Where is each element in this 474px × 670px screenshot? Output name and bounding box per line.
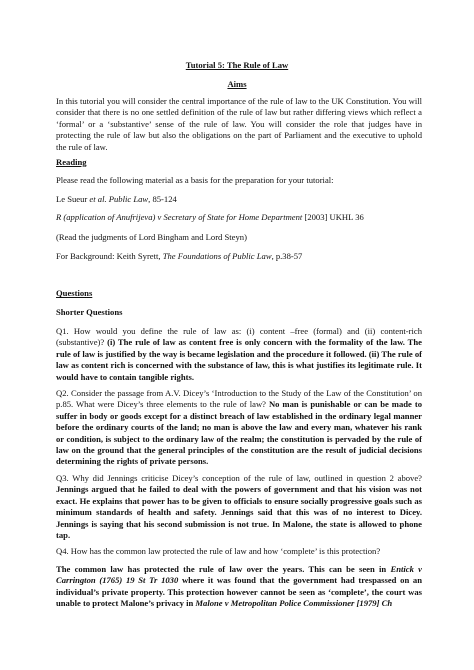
background-book-title: The Foundations of Public Law: [162, 251, 272, 261]
background-pages: , p.38-57: [271, 251, 303, 261]
answer-4: [56, 564, 422, 610]
question-1-text: Q1. How would you define the rule of law as: (i) content –free (formal) and (ii) content-rich (substantive)?: [56, 326, 422, 348]
reading-ref-background: [56, 251, 422, 262]
answer-4-case-malone: Malone v Metropolitan Police Commissioner [1979] Ch: [195, 598, 393, 609]
case-name: R (application of Anufrijeva) v Secretary of State for Home Department: [56, 212, 303, 222]
answer-4-case-entick: Entick v Carrington (1765) 19 St Tr 1030: [56, 564, 422, 586]
ref-author: Le Sueur: [56, 194, 90, 204]
answer-2: No man is punishable or can be made to suffer in body or goods except for a distinct breach of law established in the ordinary legal manner before the ordinary courts of the land; no man is above the law and every man, whatever his rank or condition, is subject to the ordinary law of the realm; the constitution is pervaded by the rule of law on the ground that the general principles of the constitution are the result of judicial decisions determining the rights of private persons.: [56, 399, 422, 467]
reading-ref-case: [56, 212, 422, 223]
reading-intro: Please read the following material as a basis for the preparation for your tutorial:: [56, 175, 334, 185]
questions-heading: Questions: [56, 288, 93, 298]
page-title: Tutorial 5: The Rule of Law: [185, 60, 289, 70]
reading-ref-le-sueur: [56, 194, 422, 205]
answer-4-part-1: The common law has protected the rule of law over the years. This can be seen in: [56, 564, 391, 574]
question-2-text: Q2. Consider the passage from A.V. Dicey’s ‘Introduction to the Study of the Law of the Constitution’ on p.85. What were Dicey’s three elements to the rule of law?: [56, 388, 422, 410]
shorter-questions-heading: Shorter Questions: [56, 307, 123, 317]
reading-heading: Reading: [56, 157, 87, 167]
aims-paragraph: In this tutorial you will consider the central importance of the rule of law to the UK Constitution. You will consider that there is no one settled definition of the rule of law but rather differing views which reflect a ‘formal’ or a ‘substantive’ sense of the rule of law. You will consider the role that judges have in protecting the rule of law but also the obligations on the part of Parliament and the executive to uphold the rule of law.: [56, 96, 422, 152]
answer-1: (i) The rule of law as content free is only concern with the formality of the law. The rule of law is justified by the way is became legislation and the procedure it followed. (ii) The rule of law as content rich is concerned with the substance of law, this is what justifies its legitimate rule. It would have to contain tangible rights.: [56, 337, 422, 382]
question-3: [56, 473, 422, 541]
case-citation: [2003] UKHL 36: [302, 212, 364, 222]
background-author: For Background: Keith Syrett,: [56, 251, 163, 261]
ref-book-title: et al. Public Law: [89, 194, 149, 204]
question-2: [56, 388, 422, 468]
reading-note: (Read the judgments of Lord Bingham and Lord Steyn): [56, 232, 247, 242]
aims-heading: Aims: [227, 79, 247, 89]
answer-4-part-2: where it was found that the government had trespassed on an individual’s private property. This protection however cannot be seen as ‘complete’, the court was unable to protect Malone’s privacy in: [56, 575, 422, 609]
question-4: Q4. How has the common law protected the rule of law and how ‘complete’ is this protection?: [56, 546, 381, 556]
ref-pages: , 85-124: [148, 194, 177, 204]
question-1: [56, 326, 422, 383]
answer-3: Jennings argued that he failed to deal with the powers of government and that his vision was not exact. He explains that power has to be given to officials to ensure socially progressive goals such as minimum standards of health and safety. Jennings said that this was of no interest to Dicey. Jennings is saying that his second submission is not true. In Malone, the state is allowed to phone tap.: [56, 484, 422, 541]
question-3-text: Q3. Why did Jennings criticise Dicey’s conception of the rule of law, outlined in question 2 above?: [56, 473, 422, 483]
